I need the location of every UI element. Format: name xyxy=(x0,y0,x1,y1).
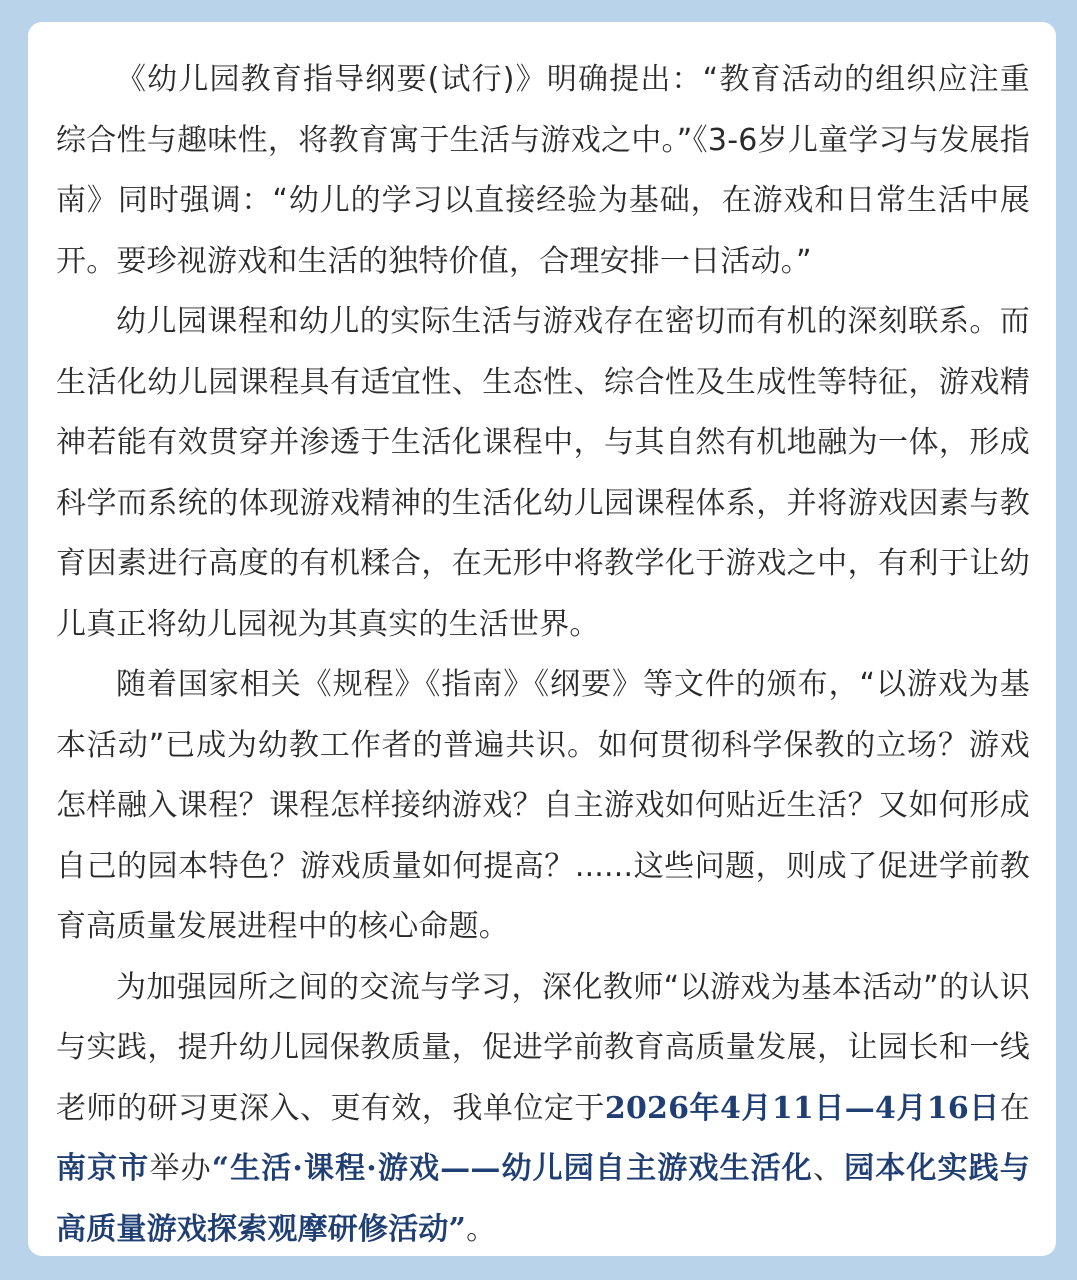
event-hold-text: 举办 xyxy=(149,1151,212,1186)
event-title-separator: 、 xyxy=(812,1151,845,1186)
article-card xyxy=(28,22,1056,1256)
paragraph-guidelines: 《幼儿园教育指导纲要(试行)》明确提出：“教育活动的组织应注重综合性与趣味性，将教育寓于生活与游戏之中。”《3-6岁儿童学习与发展指南》同时强调：“幼儿的学习以直接经验为基础，在游戏和日常生活中展开。要珍视游戏和生活的独特价值，合理安排一日活动。” xyxy=(56,62,1030,279)
paragraph-event xyxy=(56,958,1030,1261)
event-title-part-b: 园本化实践与高质量游戏探索观摩研修活动” xyxy=(56,1151,1031,1247)
paragraph-questions: 随着国家相关《规程》《指南》《纲要》等文件的颁布，“以游戏为基本活动”已成为幼教工作者的普遍共识。如何贯彻科学保教的立场？游戏怎样融入课程？课程怎样接纳游戏？自主游戏如何贴近生活？又如何形成自己的园本特色？游戏质量如何提高？......这些问题，则成了促进学前教育高质量发展进程中的核心命题。 xyxy=(56,667,1030,944)
event-date: 2026年4月11日—4月16日 xyxy=(604,1090,1000,1126)
event-city: 南京市 xyxy=(56,1151,150,1186)
event-intro-text: 为加强园所之间的交流与学习，深化教师“以游戏为基本活动”的认识与实践，提升幼儿园保教质量，促进学前教育高质量发展，让园长和一线老师的研习更深入、更有效，我单位定于 xyxy=(56,969,1030,1126)
event-in-text: 在 xyxy=(999,1090,1030,1126)
event-title-part-a: “生活·课程·游戏——幼儿园自主游戏生活化 xyxy=(211,1151,813,1186)
paragraph-curriculum: 幼儿园课程和幼儿的实际生活与游戏存在密切而有机的深刻联系。而生活化幼儿园课程具有适宜性、生态性、综合性及生成性等特征，游戏精神若能有效贯穿并渗透于生活化课程中，与其自然有机地融为一体，形成科学而系统的体现游戏精神的生活化幼儿园课程体系，并将游戏因素与教育因素进行高度的有机糅合，在无形中将教学化于游戏之中，有利于让幼儿真正将幼儿园视为其真实的生活世界。 xyxy=(56,304,1030,642)
event-end-punctuation: 。 xyxy=(466,1211,497,1247)
